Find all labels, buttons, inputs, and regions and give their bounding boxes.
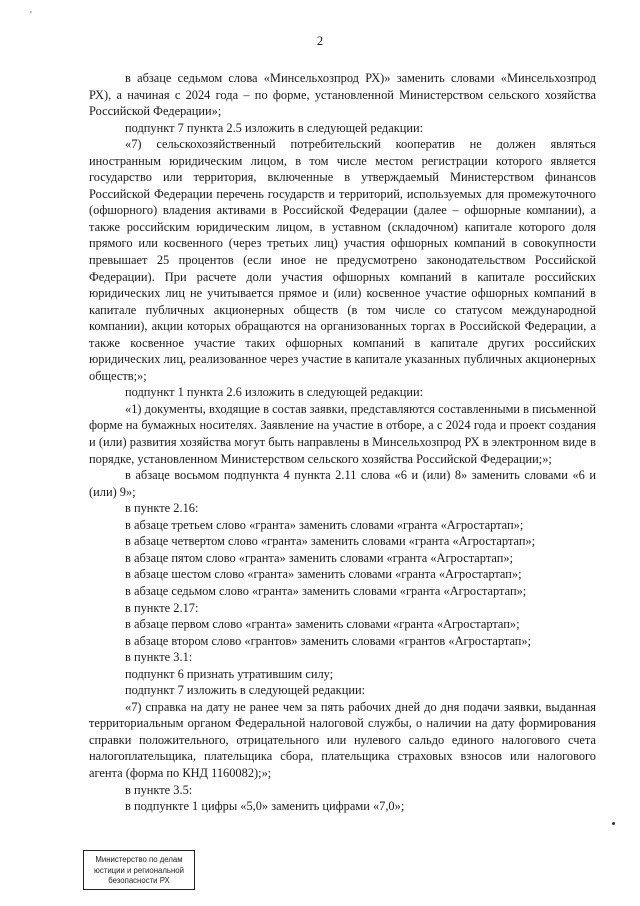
- paragraph: подпункт 1 пункта 2.6 изложить в следующей редакции:: [125, 385, 424, 400]
- paragraph: подпункт 6 признать утратившим силу;: [125, 666, 334, 681]
- paragraph: «1) документы, входящие в состав заявки, представляются составленными в письменной форме на бумажных носителях. Заявление на участие в отборе, а с 2024 года и проект создания и (или) развития хозяйства могут быть направлены в Минсельхозпрод РХ в электронном виде в порядке, установленном Министерством сельского хозяйства Российской Федерации;»;: [89, 401, 596, 466]
- paragraph: подпункт 7 пункта 2.5 изложить в следующей редакции:: [125, 120, 424, 135]
- paragraph: в абзаце седьмом слово «гранта» заменить словами «гранта «Агростартап»;: [125, 583, 527, 598]
- stamp-line: Министерство по делам: [95, 855, 183, 864]
- paragraph: в абзаце третьем слово «гранта» заменить словами «гранта «Агростартап»;: [125, 517, 524, 532]
- paragraph: в абзаце восьмом подпункта 4 пункта 2.11 слова «6 и (или) 8» заменить словами «6 и (или) 9»;: [89, 468, 596, 499]
- paragraph: в абзаце первом слово «гранта» заменить словами «гранта «Агростартап»;: [125, 617, 520, 632]
- document-body: [89, 70, 596, 815]
- corner-mark: ': [30, 10, 32, 21]
- stamp-line: безопасности РХ: [108, 876, 170, 885]
- paragraph: в абзаце пятом слово «гранта» заменить словами «гранта «Агростартап»;: [125, 550, 514, 565]
- paragraph: в абзаце четвертом слово «гранта» заменить словами «гранта «Агростартап»;: [125, 534, 536, 549]
- paragraph: в абзаце шестом слово «гранта» заменить словами «гранта «Агростартап»;: [125, 567, 522, 582]
- paragraph: в пункте 2.17:: [125, 600, 199, 615]
- paragraph: в пункте 3.1:: [125, 650, 193, 665]
- scan-artifact: [612, 822, 615, 825]
- paragraph: подпункт 7 изложить в следующей редакции:: [125, 683, 366, 698]
- paragraph: «7) сельскохозяйственный потребительский кооператив не должен являться иностранным юридическим лицом, в том числе местом регистрации которого является государство или территория, включенные в утверждаемый Министерством финансов Российской Федерации перечень государств и территорий, используемых для промежуточного (офшорного) владения активами в Российской Федерации (далее – офшорные компании), а также российским юридическим лицом, в уставном (складочном) капитале которого доля прямого или косвенного (через третьих лиц) участия офшорных компаний в совокупности превышает 25 процентов (если иное не предусмотрено законодательством Российской Федерации). При расчете доли участия офшорных компаний в капитале российских юридических лиц не учитывается прямое и (или) косвенное участие офшорных компаний в капитале публичных акционерных обществ (в том числе со статусом международной компании), акции которых обращаются на организованных торгах в Российской Федерации, а также косвенное участие таких офшорных компаний в капитале других российских юридических лиц, реализованное через участие в капитале указанных публичных акционерных обществ;»;: [89, 137, 596, 383]
- ministry-stamp: [83, 850, 195, 890]
- stamp-line: юстиции и региональной: [94, 865, 184, 875]
- paragraph: в пункте 2.16:: [125, 501, 199, 516]
- page-number: 2: [316, 34, 324, 48]
- paragraph: в пункте 3.5:: [125, 782, 193, 797]
- paragraph: в абзаце седьмом слова «Минсельхозпрод РХ)» заменить словами «Минсельхозпрод РХ), а начиная с 2024 года – по форме, установленной Министерством сельского хозяйства Российской Федерации»;: [89, 71, 596, 119]
- paragraph: в абзаце втором слово «грантов» заменить словами «грантов «Агростартап»;: [125, 633, 532, 648]
- paragraph: в подпункте 1 цифры «5,0» заменить цифрами «7,0»;: [125, 799, 405, 814]
- paragraph: «7) справка на дату не ранее чем за пять рабочих дней до дня подачи заявки, выданная территориальным органом Федеральной налоговой службы, о наличии на дату формирования справки положительного, отрицательного или нулевого сальдо единого налогового счета налогоплательщика, плательщика сбора, плательщика страховых взносов или налогового агента (форма по КНД 1160082);»;: [89, 699, 596, 780]
